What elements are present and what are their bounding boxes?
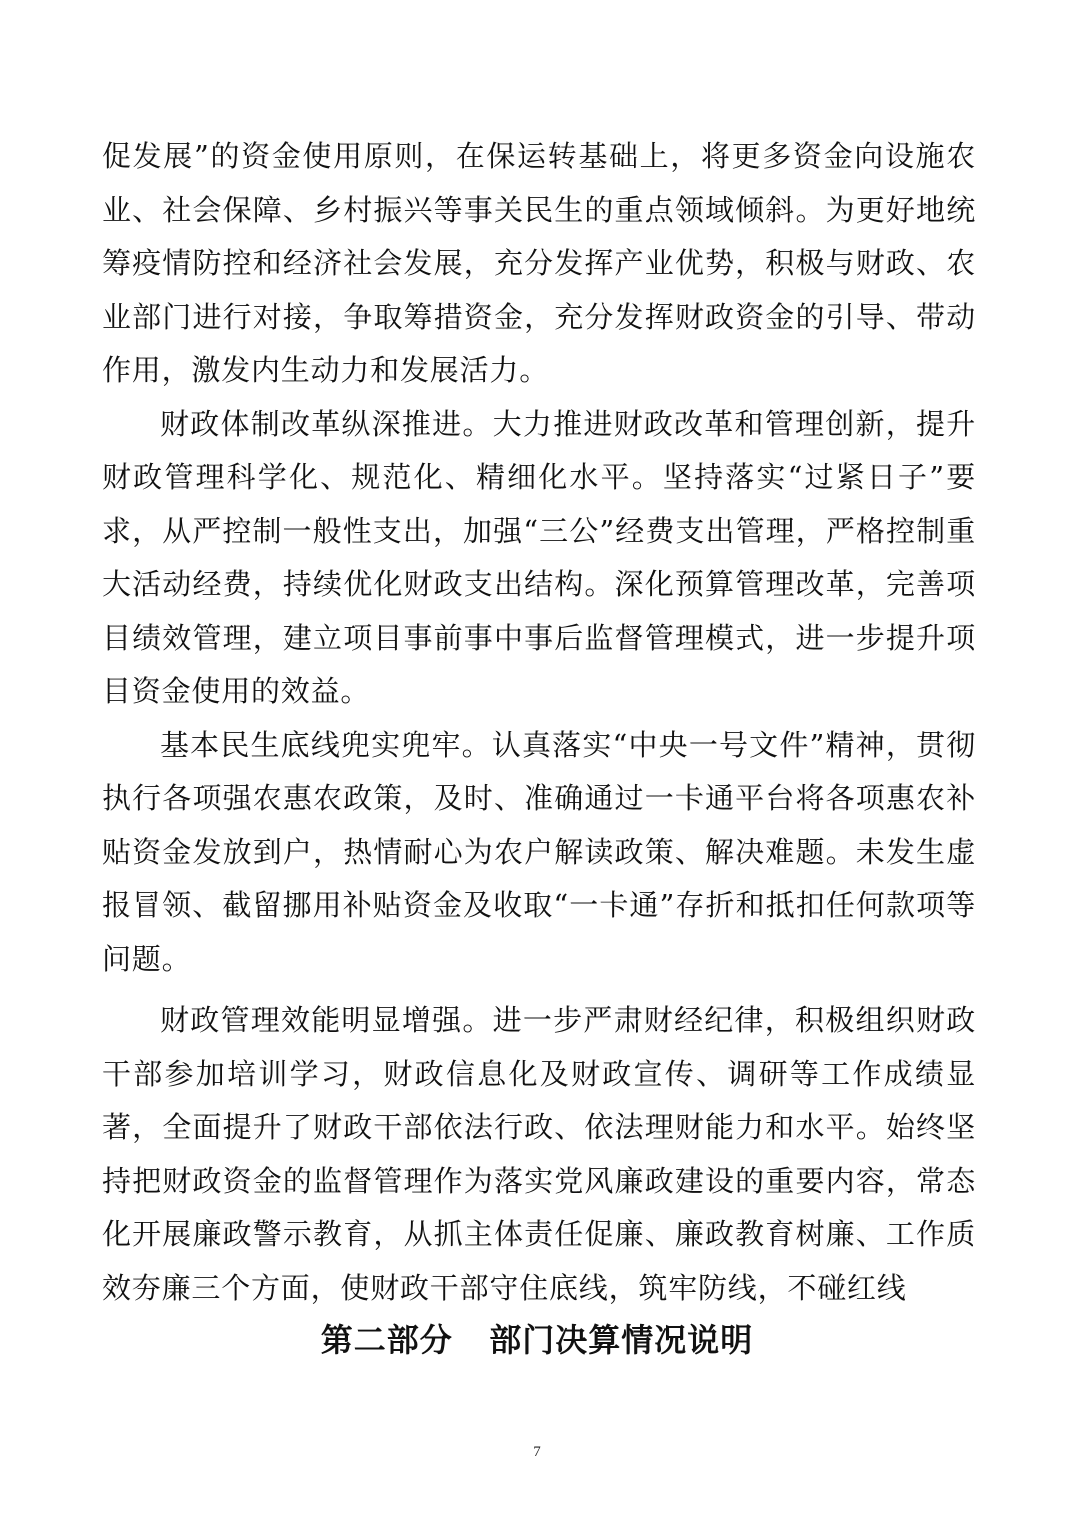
paragraph-management-efficiency: 财政管理效能明显增强。进一步严肃财经纪律，积极组织财政干部参加培训学习，财政信息化及财政宣传、调研等工作成绩显著，全面提升了财政干部依法行政、依法理财能力和水平。始终坚持把财政资金的监督管理作为落实党风廉政建设的重要内容，常态化开展廉政警示教育，从抓主体责任促廉、廉政教育树廉、工作质效夯廉三个方面，使财政干部守住底线，筑牢防线，不碰红线 — [102, 1003, 976, 1305]
page-number: 7 — [533, 1444, 541, 1460]
paragraph-fiscal-reform: 财政体制改革纵深推进。大力推进财政改革和管理创新，提升财政管理科学化、规范化、精细化水平。坚持落实“过紧日子”要求，从严控制一般性支出，加强“三公”经费支出管理，严格控制重大活动经费，持续优化财政支出结构。深化预算管理改革，完善项目绩效管理，建立项目事前事中事后监督管理模式，进一步提升项目资金使用的效益。 — [102, 406, 976, 708]
section-heading: 第二部分 部门决算情况说明 — [320, 1321, 754, 1359]
paragraph-livelihood: 基本民生底线兜实兜牢。认真落实“中央一号文件”精神，贯彻执行各项强农惠农政策，及时、准确通过一卡通平台将各项惠农补贴资金发放到户，热情耐心为农户解读政策、解决难题。未发生虚报冒领、截留挪用补贴资金及收取“一卡通”存折和抵扣任何款项等问题。 — [102, 727, 976, 976]
document-body — [102, 130, 976, 1315]
paragraph-funding-principle: 促发展”的资金使用原则，在保运转基础上，将更多资金向设施农业、社会保障、乡村振兴等事关民生的重点领域倾斜。为更好地统筹疫情防控和经济社会发展，充分发挥产业优势，积极与财政、农业部门进行对接，争取筹措资金，充分发挥财政资金的引导、带动作用，激发内生动力和发展活力。 — [102, 139, 976, 387]
